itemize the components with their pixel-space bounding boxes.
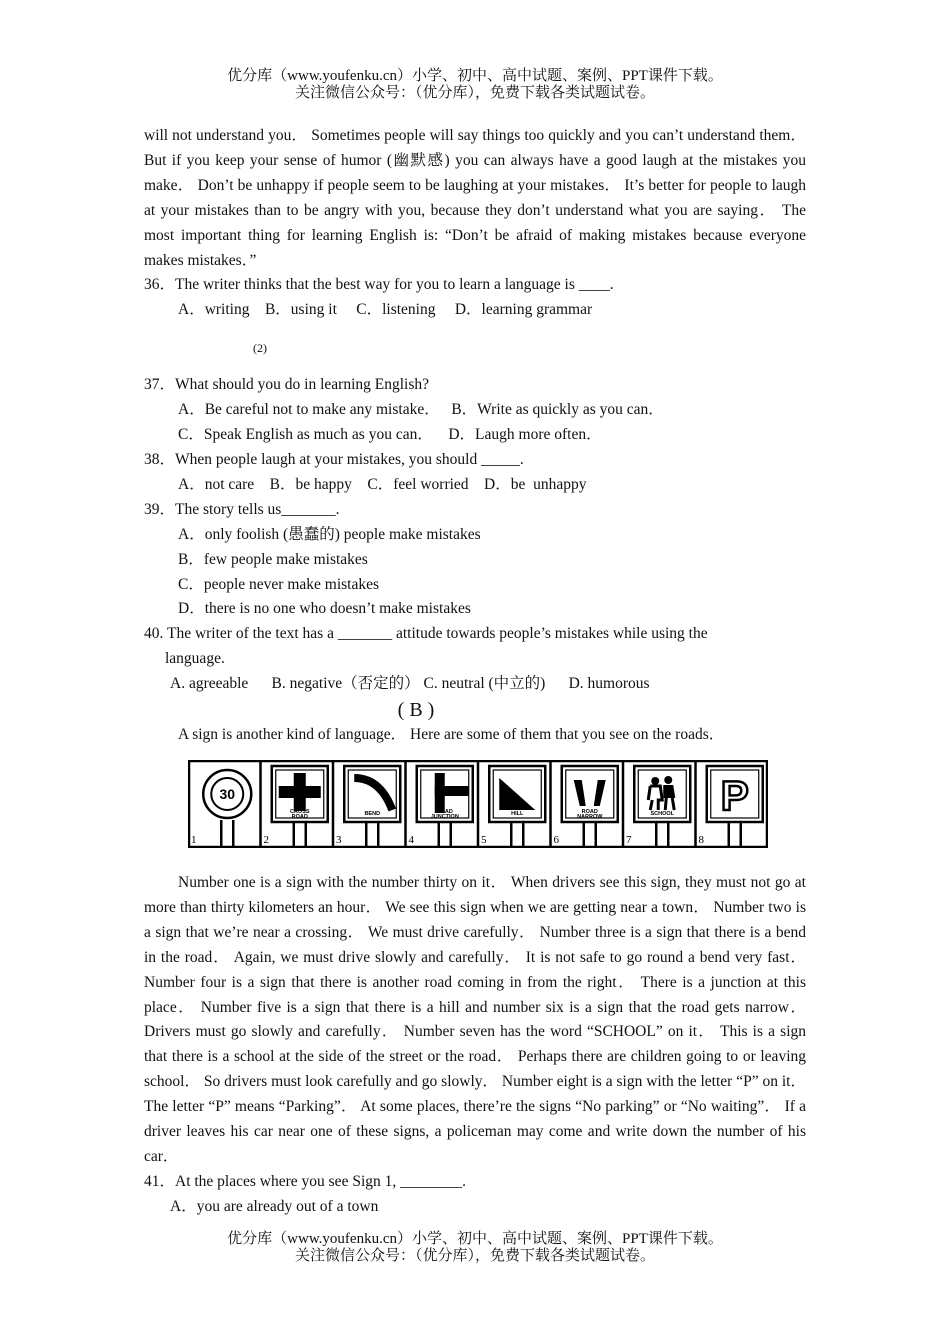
- crossroad-icon: [272, 766, 328, 822]
- school-icon: [634, 766, 690, 822]
- question-40-options: A. agreeable B. negative（否定的） C. neutral (中立的) D. humorous: [170, 675, 650, 693]
- question-37-options-1: A．Be careful not to make any mistake． B．Write as quickly as you can．: [178, 401, 664, 419]
- road-sign-7: [623, 761, 690, 847]
- speed-limit-30-icon: [203, 770, 251, 818]
- footer-line-2: 关注微信公众号：（优分库），免费下载各类试题试卷。: [294, 1248, 655, 1264]
- road-sign-1: [191, 770, 251, 846]
- sign-caption: SCHOOL: [650, 811, 675, 817]
- section-b-intro: A sign is another kind of language． Here are some of them that you see on the roads．: [178, 726, 725, 744]
- passage-b: Number one is a sign with the number thirty on it． When drivers see this sign, they must not go at more than thirty kilometers an hour． We see this sign when we are getting near a town． Number two is a sign that we’re near a crossing． We must drive carefully． Number three is a sign that there is a bend in the road． Again, we must drive slowly and carefully． It is not safe to go round a bend very fast． Number four is a sign that there is another road coming in from the right． There is a junction at this place． Number five is a sign that there is a hill and number six is a sign that the road gets narrow． Drivers must go slowly and carefully． Number seven has the word “SCHOOL” on it． This is a sign that there is a school at the side of the street or the road． Perhaps there are children going to or leaving school． So drivers must look carefully and go slowly． Number eight is a sign with the letter “P” on it． The letter “P” means “Parking”． At some places, there’re the signs “No parking” or “No waiting”． If a driver leaves his car near one of these signs, a policeman may come and write down the number of his car．: [144, 874, 806, 1165]
- question-38: 38．When people laugh at your mistakes, you should _____.: [144, 450, 524, 468]
- section-b-heading: ( B ): [397, 699, 435, 722]
- road-narrow-icon: [562, 766, 618, 822]
- upper-content: [144, 124, 806, 748]
- hill-icon: [489, 766, 545, 822]
- sign-number: 7: [626, 834, 632, 846]
- question-39-option-d: D．there is no one who doesn’t make mistakes: [178, 600, 471, 618]
- question-36-options: A．writing B．using it C．listening D．learning grammar: [178, 301, 593, 319]
- question-41: 41．At the places where you see Sign 1, ________.: [144, 1172, 466, 1190]
- question-41-option-a: A．you are already out of a town: [170, 1197, 379, 1215]
- passage-a-ending: will not understand you． Sometimes people will say things too quickly and you can’t understand them． But if you keep your sense of humor (幽默感) you can always have a good laugh at the mistakes you make． Don’t be unhappy if people seem to be laughing at your mistakes． It’s better for people to laugh at your mistakes than to be angry with you, because they don’t understand what you are saying． The most important thing for learning English is: “Don’t be afraid of making mistakes because everyone makes mistakes．”: [144, 127, 806, 269]
- sign-caption: ROAD: [291, 814, 308, 820]
- question-39-option-b: B．few people make mistakes: [178, 550, 368, 568]
- road-sign-6: [551, 761, 618, 847]
- header-line-1: 优分库（www.youfenku.cn）小学、初中、高中试题、案例、PPT课件下载。: [227, 68, 723, 84]
- page-footer: [0, 1231, 950, 1265]
- question-39-option-c: C．people never make mistakes: [178, 575, 380, 593]
- question-37-options-2: C．Speak English as much as you can． D．Laugh more often．: [178, 426, 602, 444]
- question-40-continued: language.: [165, 650, 225, 668]
- sign-number: 3: [336, 834, 342, 846]
- lower-content: [144, 871, 806, 1220]
- sign-number: 8: [698, 834, 704, 846]
- sign-caption: JUNCTION: [430, 814, 459, 820]
- bend-icon: [344, 766, 400, 822]
- parking-icon: [707, 766, 763, 822]
- section-marker-2: (2): [253, 341, 267, 356]
- question-38-options: A．not care B．be happy C．feel worried D．be unhappy: [178, 475, 587, 493]
- road-junction-icon: [417, 766, 473, 822]
- road-sign-2: [261, 761, 328, 847]
- sign-number: 1: [191, 834, 197, 846]
- question-39: 39．The story tells us_______.: [144, 500, 340, 518]
- road-sign-3: [333, 761, 400, 847]
- road-signs-figure: [188, 760, 768, 848]
- footer-line-1: 优分库（www.youfenku.cn）小学、初中、高中试题、案例、PPT课件下载。: [227, 1231, 723, 1247]
- question-39-option-a: A．only foolish (愚蠢的) people make mistakes: [178, 525, 481, 543]
- road-sign-5: [478, 761, 545, 847]
- header-line-2: 关注微信公众号：（优分库），免费下载各类试题试卷。: [294, 85, 655, 101]
- sign-number: 5: [481, 834, 487, 846]
- sign-number: 4: [408, 834, 414, 846]
- road-sign-8: [696, 761, 763, 847]
- sign-text: P: [720, 772, 749, 819]
- question-37: 37．What should you do in learning English?: [144, 376, 429, 394]
- sign-number: 6: [553, 834, 559, 846]
- sign-caption: ROAD: [436, 809, 453, 815]
- question-40: 40. The writer of the text has a _______ attitude towards people’s mistakes while using the: [144, 625, 708, 643]
- road-sign-4: [406, 761, 473, 847]
- sign-caption: HILL: [511, 811, 524, 817]
- question-36: 36．The writer thinks that the best way for you to learn a language is ____.: [144, 276, 614, 294]
- page-header: [0, 68, 950, 102]
- sign-caption: NARROW: [577, 814, 603, 820]
- sign-caption: CROSS: [289, 809, 310, 815]
- sign-caption: BEND: [364, 811, 381, 817]
- sign-text: 30: [219, 786, 236, 802]
- sign-caption: ROAD: [581, 809, 598, 815]
- sign-number: 2: [263, 834, 269, 846]
